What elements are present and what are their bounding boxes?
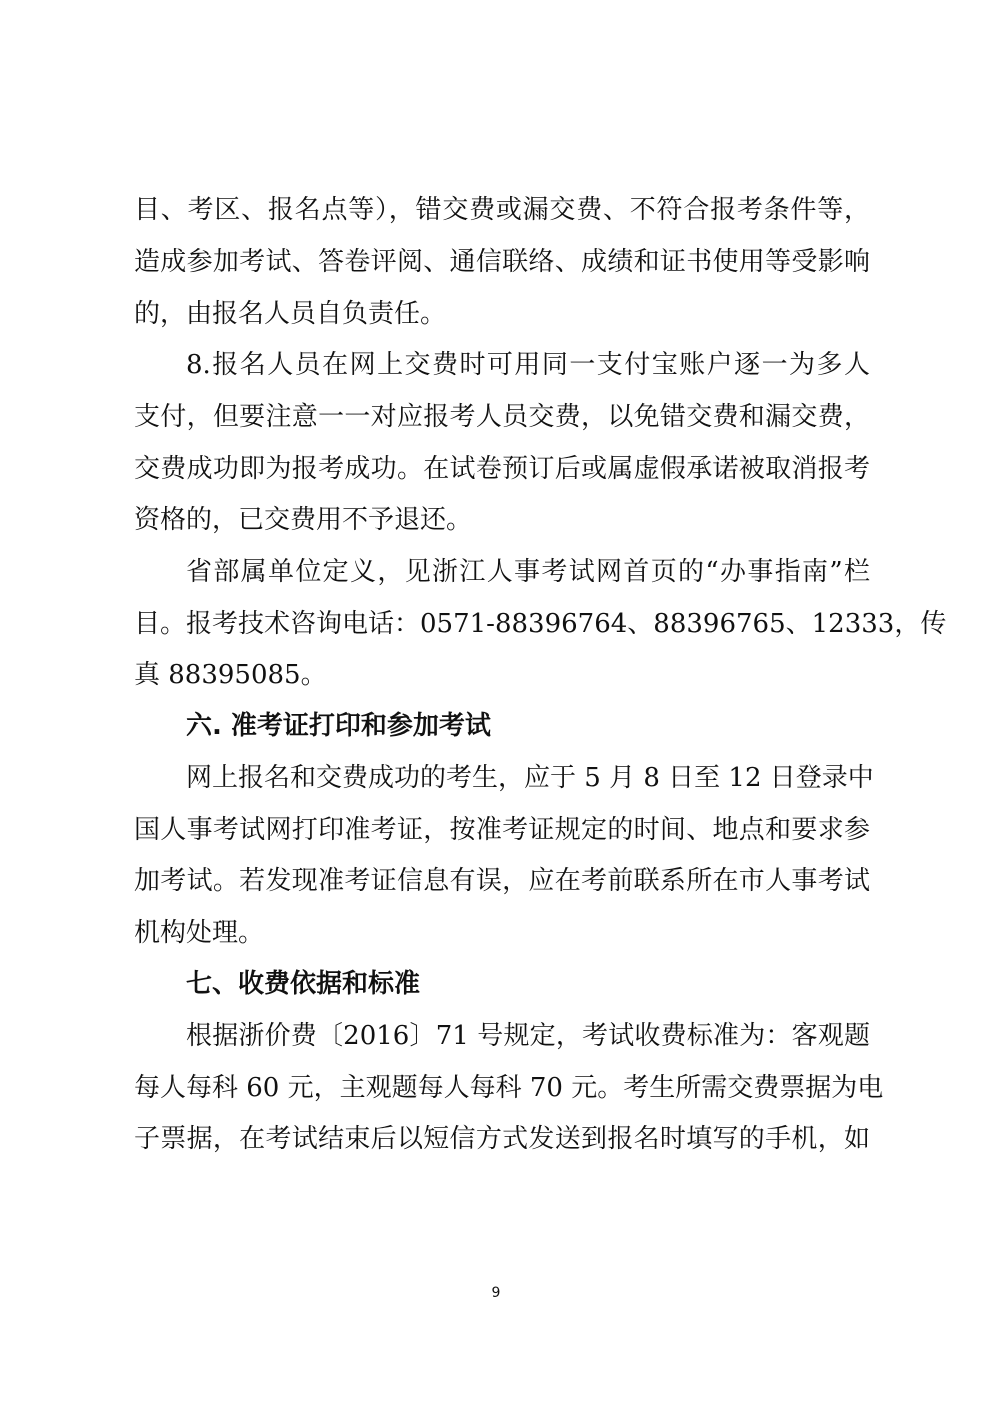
body-text-line: 资格的，已交费用不予退还。 <box>134 505 473 535</box>
body-text-line: 真 88395085。 <box>134 660 327 690</box>
body-text-line: 根据浙价费〔2016〕71 号规定，考试收费标准为：客观题 <box>186 1021 870 1051</box>
section-heading: 七、收费依据和标准 <box>186 969 421 999</box>
body-text-line: 机构处理。 <box>134 918 265 948</box>
body-text-line: 加考试。若发现准考证信息有误，应在考前联系所在市人事考试 <box>134 866 870 896</box>
body-text-line: 国人事考试网打印准考证，按准考证规定的时间、地点和要求参 <box>134 815 870 845</box>
body-text-line: 交费成功即为报考成功。在试卷预订后或属虚假承诺被取消报考 <box>134 454 870 484</box>
body-text-line: 网上报名和交费成功的考生，应于 5 月 8 日至 12 日登录中 <box>186 763 874 793</box>
body-text-line: 目。报考技术咨询电话：0571-88396764、88396765、12333，传 <box>134 609 947 639</box>
body-text-line: 8.报名人员在网上交费时可用同一支付宝账户逐一为多人 <box>186 350 870 380</box>
body-text-line: 省部属单位定义，见浙江人事考试网首页的“办事指南”栏 <box>186 557 870 587</box>
section-heading: 六. 准考证打印和参加考试 <box>186 711 491 741</box>
body-text-line: 的，由报名人员自负责任。 <box>134 299 447 329</box>
body-text-line: 目、考区、报名点等），错交费或漏交费、不符合报考条件等， <box>134 195 870 225</box>
body-text-line: 子票据，在考试结束后以短信方式发送到报名时填写的手机，如 <box>134 1124 870 1154</box>
page-number: 9 <box>491 1285 501 1301</box>
body-text-line: 支付，但要注意一一对应报考人员交费，以免错交费和漏交费， <box>134 402 870 432</box>
body-text-line: 造成参加考试、答卷评阅、通信联络、成绩和证书使用等受影响 <box>134 247 870 277</box>
body-text-line: 每人每科 60 元，主观题每人每科 70 元。考生所需交费票据为电 <box>134 1073 884 1103</box>
